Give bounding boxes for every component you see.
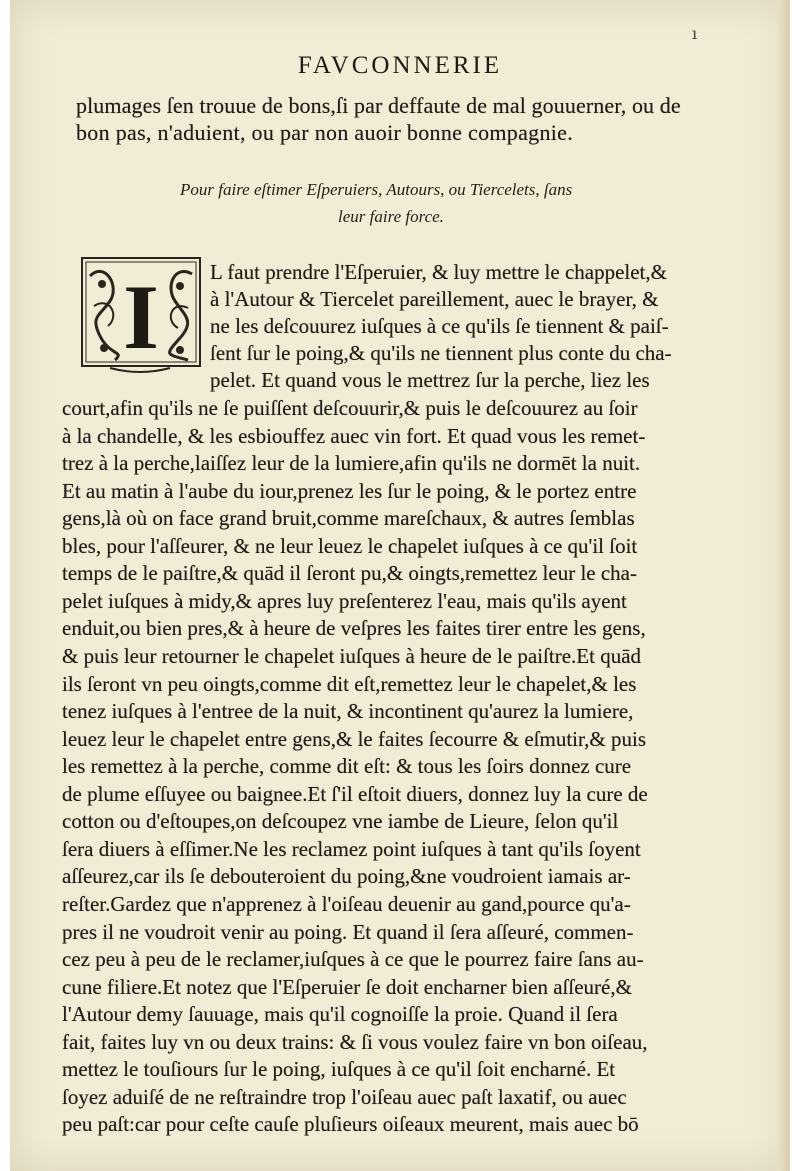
- dropcap-line: ſent ſur le poing,& qu'ils ne tiennent plus conte du cha-: [210, 341, 672, 365]
- body-line: de plume eſſuyee ou baignee.Et ſ'il eſtoit diuers, donnez luy la cure de: [62, 781, 648, 806]
- body-line: tenez iuſques à l'entree de la nuit, & incontinent qu'aurez la lumiere,: [62, 699, 634, 723]
- body-line: cune filiere.Et notez que l'Eſperuier ſe doit encharner bien aſſeuré,&: [62, 974, 632, 999]
- body-line: gens,là où on face grand bruit,comme mareſchaux, & autres ſemblas: [62, 506, 635, 531]
- body-line: pelet iuſques à midy,& apres luy preſenterez l'eau, mais qu'ils ayent: [62, 588, 627, 613]
- running-head: FAVCONNERIE: [297, 52, 503, 79]
- body-line: trez à la perche,laiſſez leur de la lumiere,afin qu'ils ne dormēt la nuit.: [62, 451, 641, 476]
- drop-cap-letter: I: [123, 266, 159, 368]
- body-line: bles, pour l'aſſeurer, & ne leur leuez le chapelet iuſques à ce qu'il ſoit: [62, 533, 638, 558]
- ornamental-initial-icon: [80, 256, 204, 378]
- body-line: ils ſeront vn peu oingts,comme dit eſt,remettez leur le chapelet,& les: [62, 671, 637, 696]
- body-line: & puis leur retourner le chapelet iuſques à heure de le paiſtre.Et quād: [62, 644, 642, 668]
- body-line: peu paſt:car pour ceſte cauſe pluſieurs oiſeaux meurent, mais auec bō: [62, 1112, 639, 1137]
- dropcap-line: L faut prendre l'Eſperuier, & luy mettre le chappelet,&: [210, 260, 667, 284]
- body-line: les remettez à la perche, comme dit eſt: & tous les ſoirs donnez cure: [62, 754, 632, 779]
- intro-line: plumages ſen trouue de bons,ſi par deffaute de mal gouuerner, ou de: [76, 93, 681, 118]
- body-line: enduit,ou bien pres,& à heure de veſpres les faites tirer entre les gens,: [62, 616, 646, 641]
- page-mark: ı: [692, 24, 698, 43]
- body-line: court,afin qu'ils ne ſe puiſſent deſcouurir,& puis le deſcouurez au ſoir: [62, 396, 638, 420]
- scan-edge: [778, 0, 790, 1171]
- dropcap-line: ne les deſcouurez iuſques à ce qu'ils ſe tiennent & paiſ-: [210, 314, 669, 338]
- section-heading-line: leur faire force.: [338, 207, 444, 226]
- body-line: reſter.Gardez que n'apprenez à l'oiſeau deuenir au gand,pource qu'a-: [62, 891, 631, 916]
- body-line: cez peu à peu de le reclamer,iuſques à ce que le pourrez faire ſans au-: [62, 947, 644, 971]
- body-line: ſera diuers à eſſimer.Ne les reclamez point iuſques à tant qu'ils ſoyent: [62, 836, 641, 861]
- body-line: l'Autour demy ſauuage, mais qu'il cognoiſſe la proie. Quand il ſera: [62, 1002, 618, 1027]
- book-page: [10, 0, 790, 1171]
- section-heading-line: Pour faire eſtimer Eſperuiers, Autours, ou Tiercelets, ſans: [180, 180, 573, 199]
- body-line: fait, faites luy vn ou deux trains: & ſi vous voulez faire vn bon oiſeau,: [62, 1029, 648, 1054]
- body-line: à la chandelle, & les esbiouffez auec vin fort. Et quad vous les remet-: [62, 423, 646, 448]
- body-line: temps de le paiſtre,& quād il ſeront pu,& oingts,remettez leur le cha-: [62, 561, 637, 586]
- dropcap-line: à l'Autour & Tiercelet pareillement, auec le brayer, &: [210, 287, 659, 311]
- intro-line: bon pas, n'aduient, ou par non auoir bonne compagnie.: [76, 120, 574, 145]
- body-line: aſſeurez,car ils ſe debouteroient du poing,&ne voudroient iamais ar-: [62, 864, 631, 889]
- body-line: cotton ou d'eſtoupes,on deſcoupez vne iambe de Lieure, ſelon qu'il: [62, 809, 619, 834]
- body-line: leuez leur le chapelet entre gens,& le faites ſecourre & eſmutir,& puis: [62, 726, 647, 751]
- body-line: Et au matin à l'aube du iour,prenez les ſur le poing, & le portez entre: [62, 478, 637, 503]
- body-line: ſoyez aduiſé de ne reſtraindre trop l'oiſeau auec paſt laxatif, ou auec: [62, 1084, 627, 1109]
- dropcap-line: pelet. Et quand vous le mettrez ſur la perche, liez les: [210, 368, 650, 392]
- body-line: mettez le touſiours ſur le poing, iuſques à ce qu'il ſoit encharné. Et: [62, 1057, 616, 1082]
- body-line: pres il ne voudroit venir au poing. Et quand il ſera aſſeuré, commen-: [62, 919, 634, 944]
